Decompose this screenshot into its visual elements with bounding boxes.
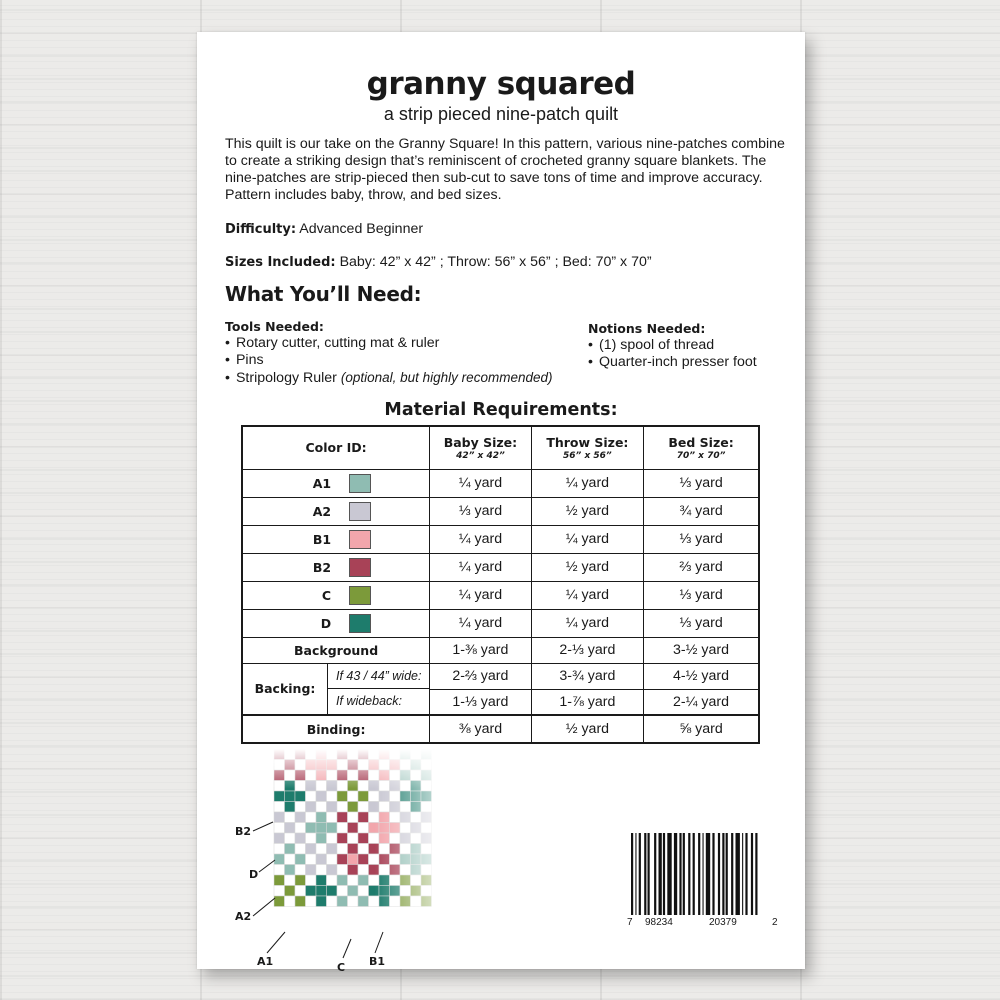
throw-cell: ¼ yard <box>531 609 643 637</box>
bed-cell: ¾ yard <box>644 497 759 525</box>
throw-cell: ¼ yard <box>531 525 643 553</box>
color-id-cell: B2 <box>242 553 430 581</box>
barcode-digit-group: 98234 <box>645 917 673 928</box>
bed-cell: 2-¼ yard <box>644 689 759 715</box>
bed-cell: ⅓ yard <box>644 581 759 609</box>
what-you-need-heading: What You’ll Need: <box>225 282 422 306</box>
difficulty-value: Advanced Beginner <box>299 221 424 237</box>
bed-cell: ⅝ yard <box>644 715 759 743</box>
notion-item: • Quarter-inch presser foot <box>588 354 757 371</box>
material-requirements-title: Material Requirements: <box>384 400 618 420</box>
color-id-cell: A2 <box>242 497 430 525</box>
throw-cell: ¼ yard <box>531 581 643 609</box>
baby-cell: 1-⅜ yard <box>430 637 531 663</box>
callout-c: C <box>337 961 346 974</box>
color-id-cell: A1 <box>242 469 430 497</box>
baby-cell: 2-⅔ yard <box>430 663 531 689</box>
baby-cell: ⅓ yard <box>430 497 531 525</box>
baby-cell: ⅜ yard <box>430 715 531 743</box>
color-id-cell: D <box>242 609 430 637</box>
bed-cell: 3-½ yard <box>644 637 759 663</box>
callout-b1: B1 <box>369 955 386 968</box>
notions-heading: Notions Needed: <box>588 321 706 336</box>
bed-cell: 4-½ yard <box>644 663 759 689</box>
intro-paragraph: This quilt is our take on the Granny Square! In this pattern, various nine-patches combine to create a striking design that’s reminiscent of crocheted granny square blankets. The nine-patches are strip-pieced then sub-cut to save tons of time and improve accuracy. Pattern includes baby, throw, and bed sizes. <box>225 136 785 203</box>
throw-cell: 1-⅞ yard <box>531 689 643 715</box>
barcode-digit: 2 <box>772 917 778 928</box>
barcode <box>629 833 769 929</box>
bed-size-header: Bed Size: 70” x 70” <box>644 426 759 469</box>
callout-d: D <box>249 868 259 881</box>
barcode-digit-group: 20379 <box>709 917 737 928</box>
tool-item: • Pins <box>225 352 552 369</box>
binding-label: Binding: <box>242 715 430 743</box>
throw-cell: 3-¾ yard <box>531 663 643 689</box>
callout-a2: A2 <box>235 910 252 923</box>
bed-cell: ⅓ yard <box>644 525 759 553</box>
sizes-label: Sizes Included: <box>225 255 336 270</box>
tool-item-label: Stripology Ruler <box>235 370 337 386</box>
color-id-cell: C <box>242 581 430 609</box>
throw-cell: ½ yard <box>531 715 643 743</box>
notion-item: • (1) spool of thread <box>588 337 757 354</box>
baby-cell: ¼ yard <box>430 581 531 609</box>
tool-item: • Rotary cutter, cutting mat & ruler <box>225 335 552 352</box>
backing-label: Backing: <box>243 664 328 715</box>
barcode-digit: 7 <box>627 917 633 928</box>
backing-standard-label: If 43 / 44” wide: <box>328 664 429 689</box>
bed-cell: ⅓ yard <box>644 469 759 497</box>
baby-cell: ¼ yard <box>430 469 531 497</box>
bed-cell: ⅔ yard <box>644 553 759 581</box>
color-id-header: Color ID: <box>242 426 430 469</box>
throw-cell: ½ yard <box>531 553 643 581</box>
callout-a1: A1 <box>257 955 274 968</box>
callout-b2: B2 <box>235 825 252 838</box>
difficulty-label: Difficulty: <box>225 222 297 237</box>
callout-arrows <box>197 32 805 969</box>
page-subtitle: a strip pieced nine-patch quilt <box>383 104 619 124</box>
tool-item-note: (optional, but highly recommended) <box>340 370 553 385</box>
tools-heading: Tools Needed: <box>225 319 324 334</box>
baby-size-header: Baby Size: 42” x 42” <box>430 426 531 469</box>
color-id-cell: B1 <box>242 525 430 553</box>
baby-cell: ¼ yard <box>430 553 531 581</box>
throw-cell: ¼ yard <box>531 469 643 497</box>
baby-cell: ¼ yard <box>430 609 531 637</box>
backing-wideback-label: If wideback: <box>336 693 403 708</box>
pattern-sheet <box>197 32 805 974</box>
baby-cell: 1-⅓ yard <box>430 689 531 715</box>
page-title: granny squared <box>366 66 636 102</box>
throw-cell: 2-⅓ yard <box>531 637 643 663</box>
sizes-value: Baby: 42” x 42” ; Throw: 56” x 56” ; Bed: 70” x 70” <box>339 254 652 270</box>
throw-cell: ½ yard <box>531 497 643 525</box>
throw-size-header: Throw Size: 56” x 56” <box>531 426 643 469</box>
bed-cell: ⅓ yard <box>644 609 759 637</box>
background-label: Background <box>242 637 430 663</box>
baby-cell: ¼ yard <box>430 525 531 553</box>
